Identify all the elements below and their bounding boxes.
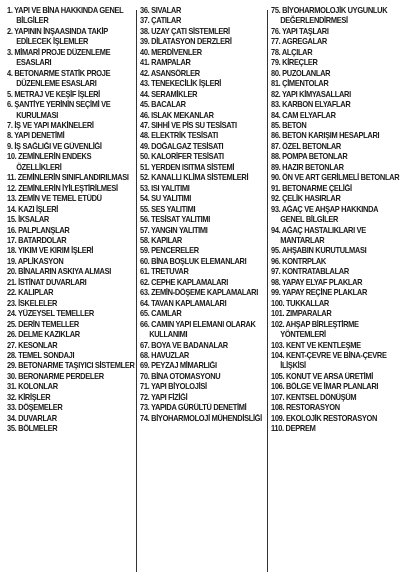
topic-list-item — [7, 90, 125, 100]
topic-item-text: 22. KALIPLAR — [7, 288, 54, 298]
topic-item-text: 74. BİYOHARMOLOJİ MÜHENDİSLİĞİ — [140, 413, 262, 423]
topic-item-text: 8. YAPI DENETİMİ — [7, 131, 65, 141]
topic-item-text: 62. CEPHE KAPLAMALARI — [140, 277, 228, 287]
topic-item-text: 83. KARBON ELYAFLAR — [271, 100, 351, 110]
topic-list-item — [140, 37, 256, 47]
topic-item-text: 31. KOLONLAR — [7, 382, 58, 392]
topic-list-item — [140, 320, 256, 341]
topic-list-item — [271, 424, 386, 434]
topic-list-item — [271, 79, 386, 89]
topic-list-item — [140, 142, 256, 152]
topic-list-item — [140, 288, 256, 298]
topic-item-text: 64. TAVAN KAPLAMALARI — [140, 298, 227, 308]
topic-list-item — [271, 48, 386, 58]
topic-item-text: 60. BİNA BOŞLUK ELEMANLARI — [140, 256, 247, 266]
topic-item-text: 19. APLİKASYON — [7, 256, 64, 266]
topic-item-text: 67. BOYA VE BADANALAR — [140, 340, 228, 350]
topic-list-item — [7, 27, 125, 48]
topic-item-text: 32. KİRİŞLER — [7, 392, 51, 402]
topic-list-item — [271, 37, 386, 47]
topic-item-text: 106. BÖLGE VE İMAR PLANLARI — [271, 382, 379, 392]
topic-item-text: 20. BİNALARIN ASKIYA ALMASI — [7, 267, 111, 277]
topic-item-continuation: İLİŞKİSİ — [280, 361, 306, 371]
topic-list-item — [7, 184, 125, 194]
topic-item-text: 35. BÖLMELER — [7, 424, 58, 434]
topic-item-text: 72. YAPI FİZİĞİ — [140, 392, 188, 402]
topic-item-text: 96. KONTRPLAK — [271, 256, 326, 266]
topic-item-text: 4. BETONARME STATİK PROJE — [7, 68, 111, 78]
topic-list-item — [271, 184, 386, 194]
topic-item-text: 84. CAM ELYAFLAR — [271, 110, 336, 120]
topic-item-text: 26. DELME KAZIKLAR — [7, 330, 80, 340]
topic-item-text: 37. ÇATILAR — [140, 16, 182, 26]
topic-item-text: 93. AĞAÇ VE AHŞAP HAKKINDA — [271, 204, 379, 214]
topic-list-item — [140, 393, 256, 403]
topic-list-item — [271, 341, 386, 351]
topic-list-item — [271, 246, 386, 256]
topic-list-item — [140, 215, 256, 225]
topic-item-text: 16. PALPLANŞLAR — [7, 225, 70, 235]
topic-item-text: 39. DİLATASYON DERZLERİ — [140, 37, 232, 47]
topic-list-item — [140, 184, 256, 194]
topic-item-text: 43. TENEKECİLİK İŞLERİ — [140, 79, 222, 89]
topic-item-text: 85. BETON — [271, 120, 307, 130]
topic-list-item — [140, 351, 256, 361]
topic-item-text: 24. YÜZEYSEL TEMELLER — [7, 309, 94, 319]
topic-list-item — [140, 16, 256, 26]
topic-item-text: 55. SES YALITIMI — [140, 204, 196, 214]
topic-item-continuation: KURULMASI — [16, 110, 58, 120]
topic-list-item — [140, 246, 256, 256]
topic-list-item — [140, 173, 256, 183]
topic-list-item — [140, 341, 256, 351]
topic-list-item — [140, 152, 256, 162]
topic-list-item — [7, 414, 125, 424]
topic-list-item — [271, 121, 386, 131]
topic-list-item — [140, 79, 256, 89]
topic-item-text: 90. ÖN VE ART GERİLMELİ BETONLAR — [271, 173, 400, 183]
topic-list-item — [140, 309, 256, 319]
topic-item-text: 63. ZEMİN-DÖŞEME KAPLAMALARI — [140, 288, 258, 298]
topic-list-item — [271, 152, 386, 162]
topic-list-item — [271, 226, 386, 247]
topic-item-text: 33. DÖŞEMELER — [7, 403, 63, 413]
topic-list-item — [140, 382, 256, 392]
topic-item-text: 3. MİMARİ PROJE DÜZENLEME — [7, 47, 111, 57]
topic-item-text: 54. SU YALITIMI — [140, 194, 192, 204]
topic-item-text: 66. CAMIN YAPI ELEMANI OLARAK — [140, 319, 256, 329]
topic-item-text: 48. ELEKTRİK TESİSATI — [140, 131, 218, 141]
topic-item-text: 97. KONTRATABLALAR — [271, 267, 349, 277]
topic-item-text: 47. SIHHİ VE PİS SU TESİSATI — [140, 120, 237, 130]
topic-list-item — [140, 372, 256, 382]
topic-list-item — [7, 236, 125, 246]
topic-list-item — [140, 121, 256, 131]
topic-list-item — [7, 69, 125, 90]
topic-item-text: 59. PENCERELER — [140, 246, 199, 256]
topic-list-item — [140, 257, 256, 267]
topic-list-item — [271, 393, 386, 403]
topic-item-text: 92. ÇELİK HASIRLAR — [271, 194, 341, 204]
topic-list-item — [7, 100, 125, 121]
topic-item-text: 51. YERDEN ISITMA SİSTEMİ — [140, 162, 235, 172]
topic-list-item — [7, 48, 125, 69]
topic-item-text: 27. KESONLAR — [7, 340, 58, 350]
topic-item-text: 1. YAPI VE BİNA HAKKINDA GENEL — [7, 6, 124, 15]
topic-list-item — [271, 309, 386, 319]
topic-item-text: 34. DUVARLAR — [7, 413, 57, 423]
topic-item-text: 76. YAPI TAŞLARI — [271, 26, 329, 36]
topic-list-item — [271, 90, 386, 100]
topic-item-text: 53. ISI YALITIMI — [140, 183, 190, 193]
topic-item-text: 42. ASANSÖRLER — [140, 68, 200, 78]
topic-item-text: 45. BACALAR — [140, 100, 186, 110]
topic-list-item — [271, 382, 386, 392]
topic-item-text: 56. TESİSAT YALITIMI — [140, 215, 210, 225]
topic-item-text: 105. KONUT VE ARSA ÜRETİMİ — [271, 371, 373, 381]
topic-item-text: 58. KAPILAR — [140, 235, 182, 245]
topic-item-text: 73. YAPIDA GÜRÜLTÜ DENETİMİ — [140, 403, 247, 413]
topic-list-item — [140, 131, 256, 141]
topic-item-text: 86. BETON KARIŞIM HESAPLARI — [271, 131, 380, 141]
topic-item-continuation: GENEL BİLGİLER — [280, 215, 339, 225]
topic-item-text: 36. SIVALAR — [140, 6, 182, 15]
topic-item-text: 61. TRETUVAR — [140, 267, 189, 277]
topic-item-text: 2. YAPININ İNŞAASINDA TAKİP — [7, 26, 108, 36]
topic-list-item — [7, 226, 125, 236]
topic-list-item — [271, 372, 386, 382]
topic-list-item — [271, 194, 386, 204]
topic-item-text: 103. KENT VE KENTLEŞME — [271, 340, 361, 350]
topic-list-item — [7, 288, 125, 298]
topic-list-item — [271, 414, 386, 424]
topic-item-text: 12. ZEMİNLERİN İYİLEŞTİRİLMESİ — [7, 183, 118, 193]
topic-item-continuation: KULLANIMI — [149, 330, 188, 340]
topic-column-1 — [4, 6, 137, 573]
topic-list-item — [7, 403, 125, 413]
topic-list-item — [140, 267, 256, 277]
topic-item-text: 65. CAMLAR — [140, 309, 182, 319]
topic-list-item — [7, 330, 125, 340]
topic-item-text: 30. BERONARME PERDELER — [7, 371, 104, 381]
topic-item-text: 11. ZEMİNLERİN SINIFLANDIRILMASI — [7, 173, 129, 183]
topic-list-item — [7, 361, 135, 371]
topic-list-item — [7, 341, 125, 351]
topic-item-text: 50. KALORİFER TESİSATI — [140, 152, 224, 162]
topic-item-text: 21. İSTİNAT DUVARLARI — [7, 277, 87, 287]
topic-list-item — [7, 142, 125, 152]
topic-item-text: 46. ISLAK MEKANLAR — [140, 110, 214, 120]
topic-list-item — [140, 299, 256, 309]
topic-list-item — [271, 288, 386, 298]
topic-item-text: 52. KANALLI KLİMA SİSTEMLERİ — [140, 173, 249, 183]
topic-list-item — [7, 215, 125, 225]
topic-item-text: 40. MERDİVENLER — [140, 47, 202, 57]
topic-item-continuation: DÜZENLEME ESASLARI — [16, 79, 97, 89]
topic-item-text: 89. HAZIR BETONLAR — [271, 162, 344, 172]
topic-list-item — [7, 194, 125, 204]
topic-item-text: 109. EKOLOJİK RESTORASYON — [271, 413, 378, 423]
topic-item-continuation: YÖNTEMLERİ — [280, 330, 326, 340]
topic-list-item — [271, 69, 386, 79]
topic-item-text: 5. METRAJ VE KEŞİF İŞLERİ — [7, 89, 100, 99]
topic-list-item — [140, 6, 256, 16]
topic-list-item — [140, 194, 256, 204]
topic-list-item — [140, 403, 256, 413]
topic-item-text: 7. İŞ VE YAPI MAKİNELERİ — [7, 120, 94, 130]
topic-list-item — [271, 257, 386, 267]
topic-item-continuation: EDİLECEK İŞLEMLER — [16, 37, 89, 47]
topic-item-text: 98. YAPAY ELYAF PLAKLAR — [271, 277, 363, 287]
topic-list-item — [7, 152, 125, 173]
topic-item-text: 57. YANGIN YALITIMI — [140, 225, 208, 235]
topic-item-text: 29. BETONARME TAŞIYICI SİSTEMLER — [7, 361, 135, 371]
topic-item-text: 91. BETONARME ÇELİĞİ — [271, 183, 352, 193]
topic-list-item — [140, 278, 256, 288]
topic-list-item — [271, 320, 386, 341]
topic-item-text: 14. KAZI İŞLERİ — [7, 204, 59, 214]
topic-list-item — [140, 226, 256, 236]
topic-column-2 — [137, 6, 268, 573]
topic-item-text: 9. İŞ SAĞLIĞI VE GÜVENLİĞİ — [7, 141, 102, 151]
topic-list-item — [140, 100, 256, 110]
topic-item-text: 28. TEMEL SONDAJI — [7, 350, 75, 360]
topic-list-item — [140, 205, 256, 215]
topic-list-item — [7, 121, 125, 131]
topic-list-item — [271, 6, 386, 27]
topic-item-text: 13. ZEMİN VE TEMEL ETÜDÜ — [7, 194, 102, 204]
topic-list-item — [140, 48, 256, 58]
topic-list-item — [7, 278, 125, 288]
topic-item-text: 77. AGREGALAR — [271, 37, 327, 47]
topic-item-text: 41. RAMPALAR — [140, 58, 191, 68]
topic-item-text: 44. SERAMİKLER — [140, 89, 198, 99]
topic-item-text: 110. DEPREM — [271, 424, 316, 434]
topic-list-item — [7, 173, 129, 183]
topic-item-text: 15. İKSALAR — [7, 215, 49, 225]
topic-list-item — [7, 131, 125, 141]
topic-item-continuation: BİLGİLER — [16, 16, 49, 26]
topic-list-item — [140, 27, 256, 37]
topic-item-text: 102. AHŞAP BİRLEŞTİRME — [271, 319, 359, 329]
topic-item-text: 71. YAPI BİYOLOJİSİ — [140, 382, 207, 392]
topic-list-item — [271, 267, 386, 277]
topic-list-item — [7, 393, 125, 403]
topic-item-text: 104. KENT-ÇEVRE VE BİNA-ÇEVRE — [271, 350, 387, 360]
topic-list-item — [140, 58, 256, 68]
topic-list-item — [7, 372, 125, 382]
topic-list-item — [271, 27, 386, 37]
topic-list-item — [271, 351, 386, 372]
topic-item-text: 79. KİREÇLER — [271, 58, 318, 68]
topic-list-item — [140, 361, 256, 371]
topic-item-text: 10. ZEMİNLERİN ENDEKS — [7, 152, 92, 162]
topic-item-text: 25. DERİN TEMELLER — [7, 319, 79, 329]
topic-item-text: 75. BİYOHARMOLOJİK UYGUNLUK — [271, 6, 388, 15]
topic-list-item — [7, 6, 125, 27]
topic-item-text: 107. KENTSEL DÖNÜŞÜM — [271, 392, 357, 402]
topic-item-text: 69. PEYZAJ MİMARLIĞI — [140, 361, 217, 371]
topic-list-item — [271, 205, 386, 226]
topic-list-item — [271, 163, 386, 173]
topic-list-item — [271, 58, 386, 68]
topic-list-item — [140, 163, 256, 173]
topic-list-item — [7, 257, 125, 267]
topic-item-text: 87. ÖZEL BETONLAR — [271, 141, 341, 151]
topic-list-item — [7, 267, 125, 277]
topic-list-item — [140, 413, 262, 424]
topic-item-text: 80. PUZOLANLAR — [271, 68, 331, 78]
topic-item-text: 49. DOĞALGAZ TESİSATI — [140, 141, 224, 151]
topic-list-item — [140, 69, 256, 79]
topic-list-item — [7, 320, 125, 330]
topic-item-text: 108. RESTORASYON — [271, 403, 340, 413]
topic-list-item — [271, 173, 400, 183]
topic-list-item — [140, 111, 256, 121]
topic-item-text: 100. TUKKALLAR — [271, 298, 329, 308]
topic-column-3 — [268, 6, 398, 573]
topic-item-text: 82. YAPI KİMYASALLARI — [271, 89, 351, 99]
topic-item-text: 70. BİNA OTOMASYONU — [140, 371, 221, 381]
topic-list-item — [271, 403, 386, 413]
topic-item-text: 81. ÇİMENTOLAR — [271, 79, 329, 89]
topic-item-text: 95. AHŞABIN KURUTULMASI — [271, 246, 367, 256]
topic-item-text: 6. ŞANTİYE YERİNİN SEÇİMİ VE — [7, 100, 111, 110]
topic-item-text: 99. YAPAY REÇİNE PLAKLAR — [271, 288, 368, 298]
topic-list-item — [7, 309, 125, 319]
topic-item-text: 38. UZAY ÇATI SİSTEMLERİ — [140, 26, 230, 36]
topic-item-continuation: MANTARLAR — [280, 235, 325, 245]
topic-list-item — [271, 142, 386, 152]
topic-list-item — [7, 246, 125, 256]
topic-item-text: 94. AĞAÇ HASTALIKLARI VE — [271, 225, 366, 235]
topic-item-text: 88. POMPA BETONLAR — [271, 152, 348, 162]
topic-item-continuation: ÖZELLİKLERİ — [16, 162, 62, 172]
topic-list-item — [140, 236, 256, 246]
topic-item-text: 18. YIKIM VE KIRIM İŞLERİ — [7, 246, 94, 256]
topic-item-text: 17. BATARDOLAR — [7, 235, 67, 245]
topic-list-item — [271, 111, 386, 121]
topic-list-item — [271, 299, 386, 309]
topic-list-item — [7, 424, 125, 434]
topic-item-text: 78. ALÇILAR — [271, 47, 313, 57]
topic-list-item — [7, 205, 125, 215]
topic-list-item — [7, 351, 125, 361]
topic-item-text: 23. İSKELELER — [7, 298, 58, 308]
topic-list-item — [7, 382, 125, 392]
topic-item-text: 101. ZIMPARALAR — [271, 309, 332, 319]
topic-list-item — [7, 299, 125, 309]
topic-item-text: 68. HAVUZLAR — [140, 350, 189, 360]
topic-list-item — [271, 278, 386, 288]
topic-list-item — [271, 131, 386, 141]
topic-list-item — [140, 90, 256, 100]
topic-item-continuation: DEĞERLENDİRMESİ — [280, 16, 348, 26]
topic-item-continuation: ESASLARI — [16, 58, 52, 68]
topic-list-item — [271, 100, 386, 110]
